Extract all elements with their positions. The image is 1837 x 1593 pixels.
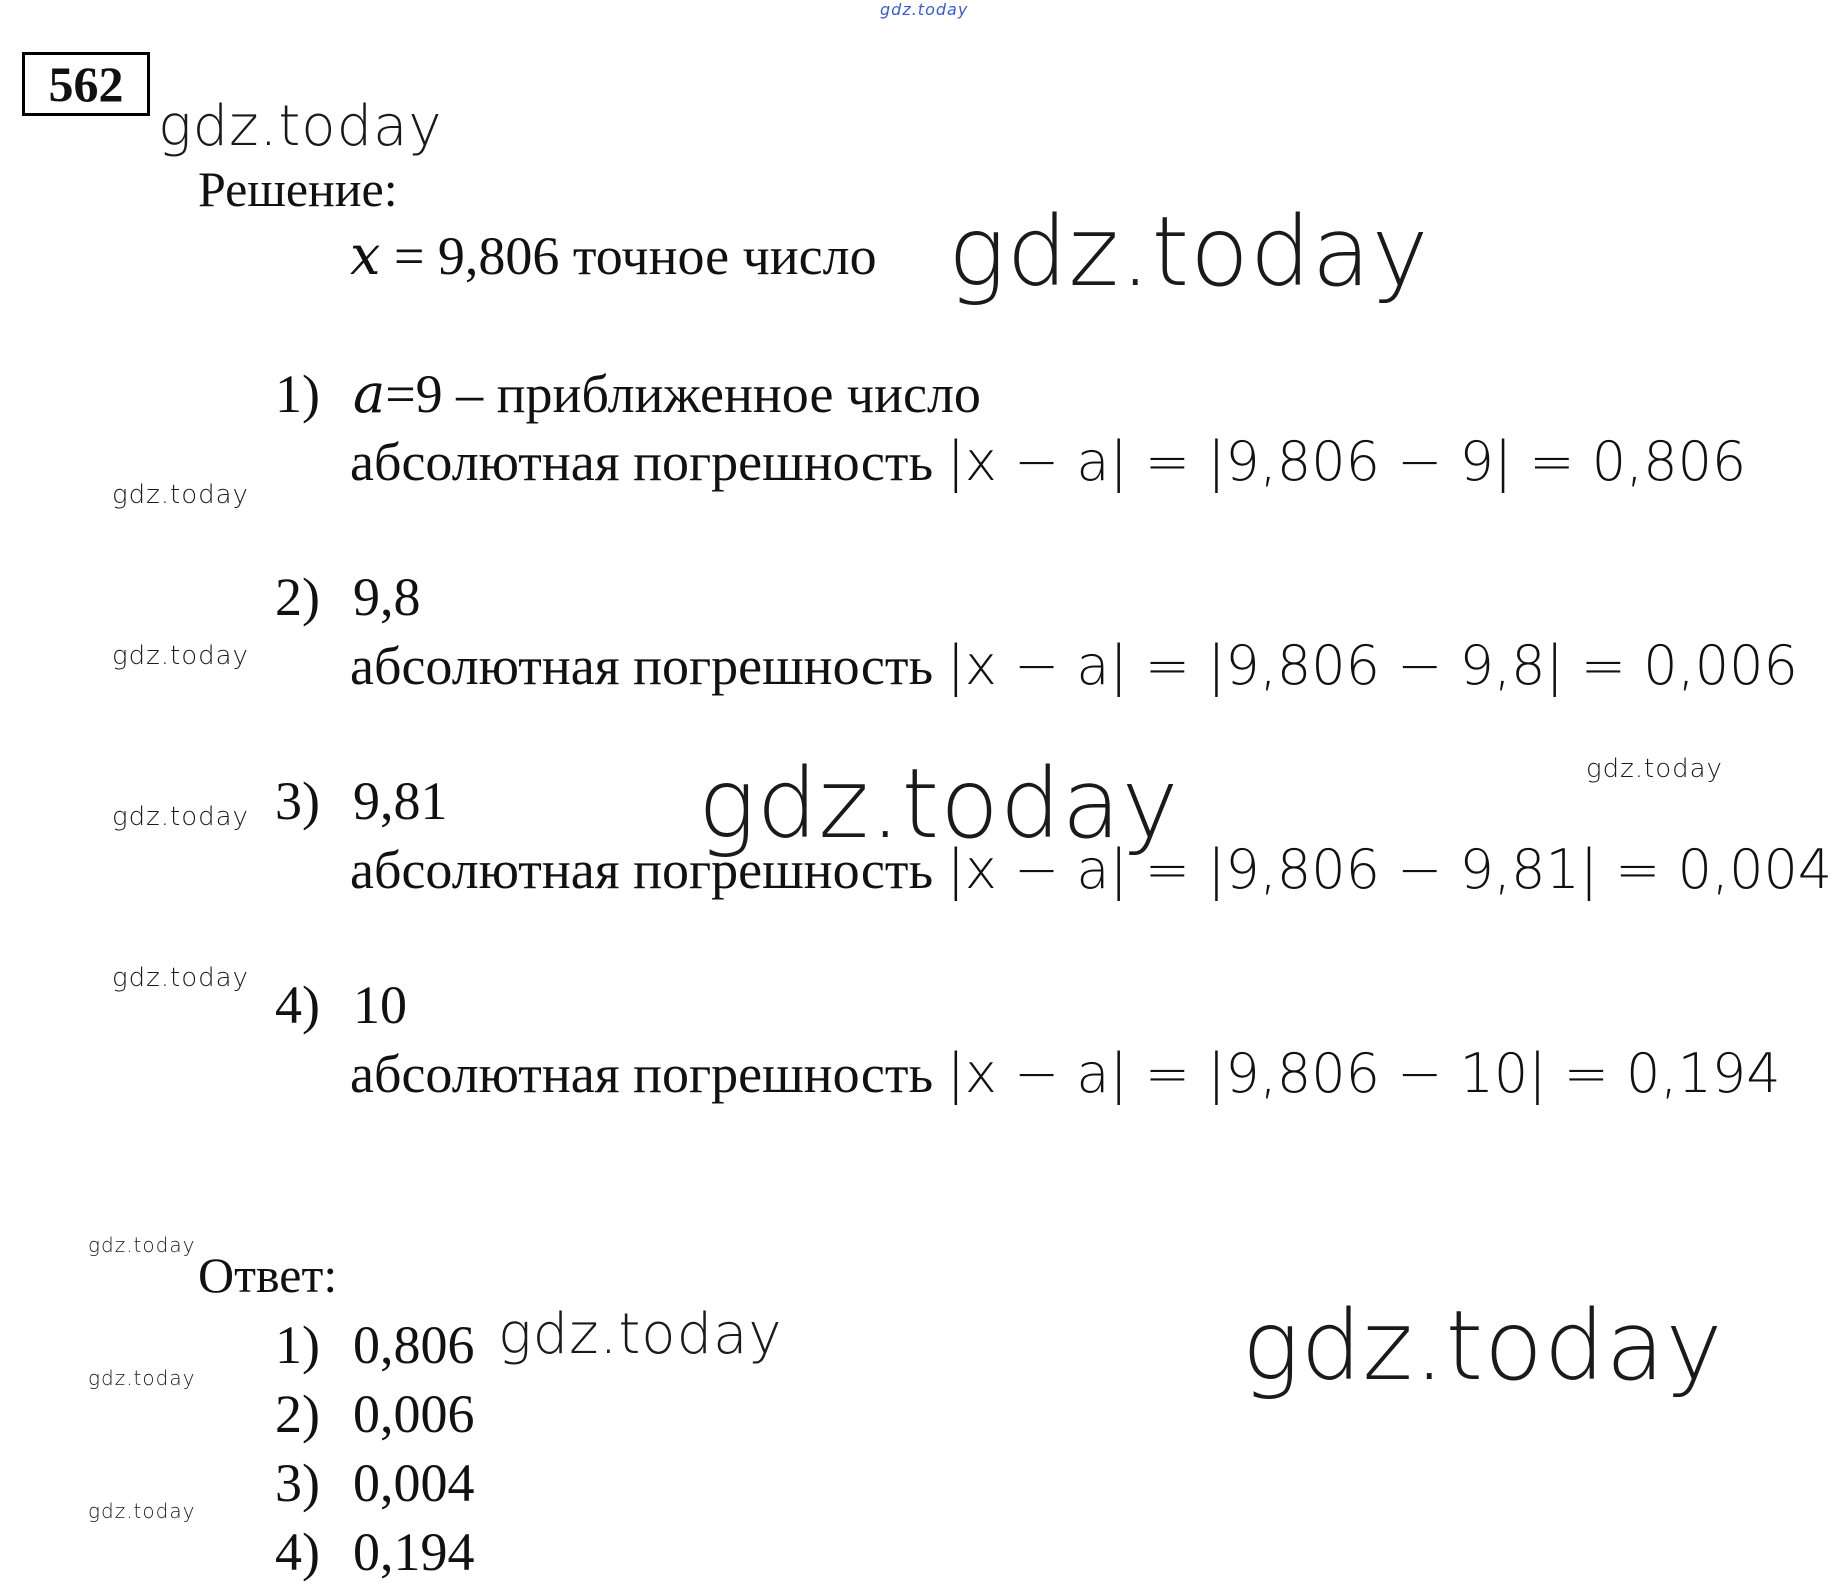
- watermark-13: gdz.today: [1242, 1290, 1724, 1402]
- watermark-8: gdz.today: [112, 963, 249, 993]
- item-2-label: 2): [275, 567, 320, 627]
- answer-3: [275, 1452, 475, 1514]
- answer-1: [275, 1314, 475, 1376]
- task-number: 562: [22, 52, 150, 116]
- item-3-value-line: [275, 770, 448, 832]
- watermark-6: gdz.today: [698, 748, 1180, 860]
- watermark-2: gdz.today: [948, 196, 1430, 308]
- exact-number-line: [350, 224, 877, 287]
- answer-2-value: 0,006: [353, 1384, 475, 1444]
- item-2-value-line: [275, 566, 421, 628]
- watermark-9: gdz.today: [88, 1233, 196, 1257]
- item-3-label: 3): [275, 771, 320, 831]
- item-1-error-formula: |x − a| = |9,806 − 9| = 0,806: [946, 430, 1747, 493]
- item-1-var: a: [353, 362, 386, 425]
- solution-heading: Решение:: [198, 161, 398, 217]
- answer-4-label: 4): [275, 1522, 320, 1582]
- item-4-label: 4): [275, 975, 320, 1035]
- watermark-4: gdz.today: [112, 641, 249, 671]
- item-3-value: 9,81: [353, 771, 448, 831]
- item-1-error-text: абсолютная погрешность: [350, 432, 947, 492]
- item-3-error-line: [350, 838, 1832, 901]
- item-4-error-formula: |x − a| = |9,806 − 10| = 0,194: [946, 1042, 1781, 1105]
- watermark-12: gdz.today: [498, 1302, 783, 1367]
- item-1-value-line: [275, 362, 981, 425]
- answer-4-value: 0,194: [353, 1522, 475, 1582]
- watermark-1: gdz.today: [158, 94, 443, 159]
- item-2-error-formula: |x − a| = |9,806 − 9,8| = 0,006: [946, 634, 1798, 697]
- item-4-error-line: [350, 1042, 1781, 1105]
- item-3-error-text: абсолютная погрешность: [350, 840, 947, 900]
- watermark-7: gdz.today: [1586, 754, 1723, 784]
- item-3-error-formula: |x − a| = |9,806 − 9,81| = 0,004: [946, 838, 1833, 901]
- item-2-value: 9,8: [353, 567, 421, 627]
- exact-var: x: [350, 224, 381, 287]
- answer-1-label: 1): [275, 1315, 320, 1375]
- item-1-value: =9 – приближенное число: [385, 364, 981, 424]
- answer-3-label: 3): [275, 1453, 320, 1513]
- watermark-5: gdz.today: [112, 802, 249, 832]
- watermark-3: gdz.today: [112, 480, 249, 510]
- answer-3-value: 0,004: [353, 1453, 475, 1513]
- answer-2: [275, 1383, 475, 1445]
- item-2-error-line: [350, 634, 1798, 697]
- answer-4: [275, 1521, 475, 1583]
- watermark-11: gdz.today: [88, 1499, 196, 1523]
- item-4-value-line: [275, 974, 407, 1036]
- answer-1-value: 0,806: [353, 1315, 475, 1375]
- item-4-value: 10: [353, 975, 407, 1035]
- item-1-label: 1): [275, 364, 320, 424]
- item-4-error-text: абсолютная погрешность: [350, 1044, 947, 1104]
- watermark-10: gdz.today: [88, 1366, 196, 1390]
- exact-eq: = 9,806 точное число: [380, 226, 877, 286]
- item-1-error-line: [350, 430, 1746, 493]
- item-2-error-text: абсолютная погрешность: [350, 636, 947, 696]
- answer-heading: Ответ:: [198, 1247, 338, 1303]
- answer-2-label: 2): [275, 1384, 320, 1444]
- watermark-top: gdz.today: [880, 0, 969, 19]
